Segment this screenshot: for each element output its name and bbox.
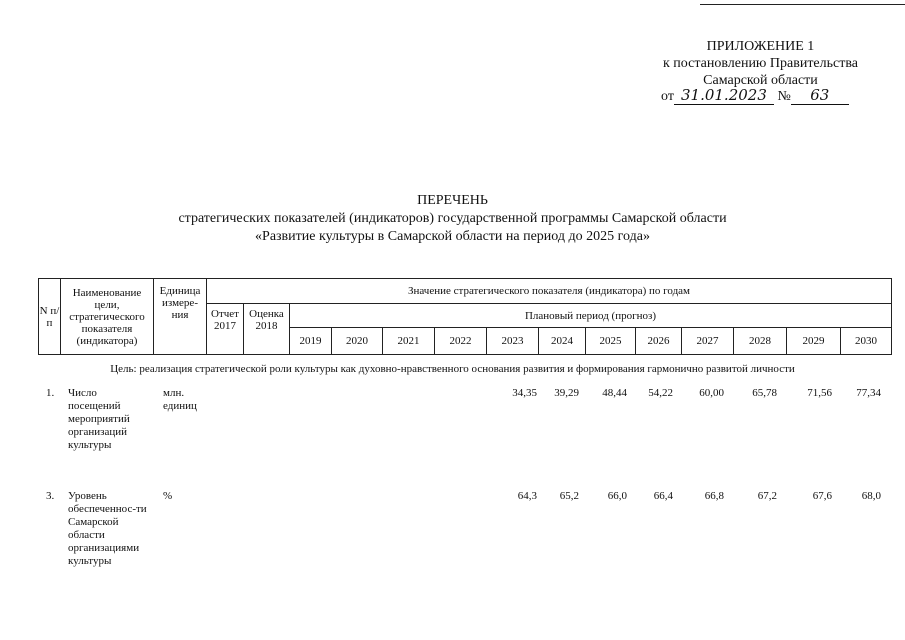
date-prefix: от [661, 89, 674, 104]
number-value: 63 [791, 86, 849, 105]
year-2029: 2029 [787, 328, 841, 355]
row-value: 60,00 [699, 387, 724, 399]
indicators-table [38, 278, 892, 355]
year-2030: 2030 [841, 328, 892, 355]
top-rule [700, 4, 905, 5]
row-value: 66,4 [653, 490, 673, 502]
row-value: 67,6 [812, 490, 832, 502]
year-2019: 2019 [290, 328, 332, 355]
appendix-line-2: к постановлению Правительства [662, 56, 858, 71]
row-value: 67,2 [757, 490, 777, 502]
row-indicator-name: Уровень обеспеченнос-ти Самарской области организациями культуры [68, 490, 147, 567]
year-2025: 2025 [586, 328, 636, 355]
title-line-1: ПЕРЕЧЕНЬ [417, 193, 488, 208]
header-report: Отчет 2017 [207, 304, 244, 355]
document-title [0, 192, 905, 246]
header-plan: Плановый период (прогноз) [290, 304, 892, 328]
appendix-line-3: Самарской области [703, 73, 818, 88]
goal-text: Цель: реализация стратегической роли культуры как духовно-нравственного основания развития и формирования гармонично развитой личности [110, 363, 795, 375]
year-2020: 2020 [332, 328, 383, 355]
header-n: N п/п [39, 279, 61, 355]
row-unit: млн. единиц [163, 387, 197, 412]
row-value: 71,56 [807, 387, 832, 399]
row-unit: % [163, 490, 173, 502]
row-value: 65,78 [752, 387, 777, 399]
year-2027: 2027 [682, 328, 734, 355]
year-2021: 2021 [383, 328, 435, 355]
row-value: 48,44 [602, 387, 627, 399]
header-name: Наименование цели, стратегического показателя (индикатора) [61, 279, 154, 355]
title-line-3: «Развитие культуры в Самарской области на период до 2025 года» [255, 229, 650, 244]
row-value: 34,35 [512, 387, 537, 399]
title-line-2: стратегических показателей (индикаторов) государственной программы Самарской области [178, 211, 727, 226]
year-2026: 2026 [636, 328, 682, 355]
row-value: 64,3 [517, 490, 537, 502]
row-value: 68,0 [861, 490, 881, 502]
header-values: Значение стратегического показателя (индикатора) по годам [207, 279, 892, 304]
appendix-line-1: ПРИЛОЖЕНИЕ 1 [706, 39, 815, 54]
year-2024: 2024 [539, 328, 586, 355]
row-value: 77,34 [856, 387, 881, 399]
row-value: 66,8 [704, 490, 724, 502]
row-value: 39,29 [554, 387, 579, 399]
row-number: 1. [46, 387, 55, 399]
row-indicator-name: Число посещений мероприятий организаций культуры [68, 387, 130, 451]
row-number: 3. [46, 490, 55, 502]
year-2022: 2022 [435, 328, 487, 355]
row-value: 66,0 [607, 490, 627, 502]
header-estimate: Оценка 2018 [244, 304, 290, 355]
appendix-header [663, 38, 858, 89]
appendix-date-row [661, 86, 849, 105]
row-value: 65,2 [559, 490, 579, 502]
row-value: 54,22 [648, 387, 673, 399]
date-value: 31.01.2023 [674, 86, 774, 105]
year-2028: 2028 [734, 328, 787, 355]
year-2023: 2023 [487, 328, 539, 355]
number-prefix: № [777, 89, 791, 104]
header-unit: Единица измере-ния [154, 279, 207, 355]
